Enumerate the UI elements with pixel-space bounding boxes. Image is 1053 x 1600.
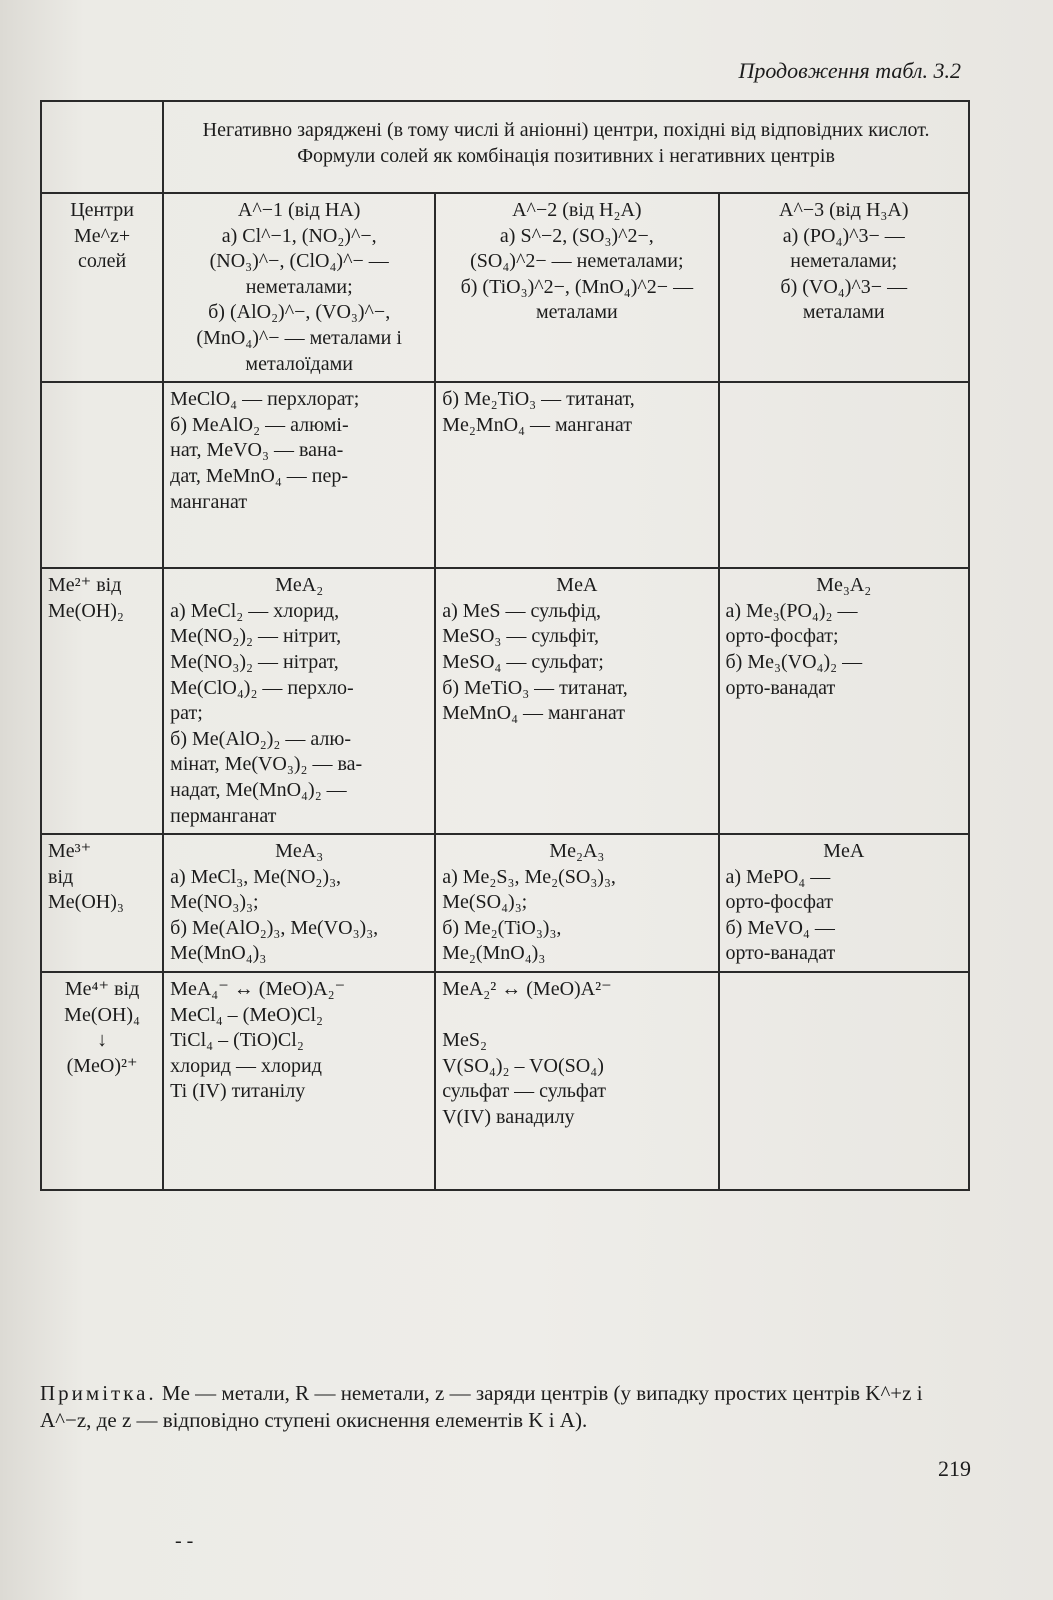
- table-note: [40, 1380, 972, 1435]
- cell-line: б) MeTiO₃ — титанат,: [442, 676, 628, 699]
- header-negative-centers: Негативно заряджені (в тому числі й аніонні) центри, похідні від відповідних кислот. Формули солей як комбінація позитивних і негативних центрів: [163, 101, 969, 193]
- table-row-me2: [41, 568, 969, 834]
- cell-line: Me(SO₄)₃;: [442, 891, 528, 914]
- cell-me2-a1: [163, 568, 435, 834]
- cell-line: (SO₄)^2− — неметалами;: [470, 250, 684, 273]
- cell-line: Me(ClO₄)₂ — перхло-: [170, 676, 354, 699]
- cell-line: A^−2 (від H₂A): [512, 199, 642, 221]
- cell-line: MeClO₄ — перхлорат;: [170, 388, 360, 411]
- cell-line: а) S^−2, (SO₃)^2−,: [499, 224, 654, 247]
- cell-line: б) Me(AlO₂)₃, Me(VO₃)₃,: [170, 916, 379, 939]
- cell-line: A^−3 (від H₃A): [779, 199, 909, 221]
- cell-line: а) MeS — сульфід,: [442, 599, 602, 622]
- note-text: Me — метали, R — неметали, z — заряди центрів (у випадку простих центрів K^+z і A^−z, де z — відповідно ступені окиснення елементів K і A).: [40, 1381, 923, 1433]
- cell-line: орто-ванадат: [725, 676, 836, 699]
- note-label: Примітка.: [40, 1381, 157, 1405]
- cell-line: Me(OH)₄: [64, 1003, 140, 1026]
- cell-line: а) Cl^−1, (NO₂)^−,: [221, 224, 377, 247]
- cell-line: [442, 1003, 711, 1029]
- cell-line: Центри: [70, 199, 134, 221]
- cell-me1-a2: [435, 382, 718, 568]
- cell-me1-a3: [719, 382, 970, 568]
- cell-line: (MeO)²⁺: [66, 1054, 138, 1077]
- page-number: 219: [938, 1456, 971, 1481]
- cell-line: MeA₂² ↔ (MeO)A²⁻: [442, 978, 612, 1001]
- cell-me1-center: [41, 382, 163, 568]
- cell-line: нат, MeVO₃ — вана-: [170, 439, 344, 462]
- cell-line: б) Me₃(VO₄)₂ —: [725, 650, 863, 673]
- cell-line: Me(NO₃)₂ — нітрат,: [170, 650, 339, 673]
- cell-line: а) MePO₄ —: [725, 865, 831, 888]
- cell-line: металами: [535, 301, 618, 324]
- salts-table: [40, 100, 970, 1191]
- cell-line: рат;: [170, 702, 203, 725]
- cell-line: мінат, Me(VO₃)₂ — ва-: [170, 753, 363, 776]
- cell-line: Me₂MnO₄ — манганат: [442, 413, 633, 436]
- cell-line: хлорид — хлорид: [170, 1054, 322, 1077]
- cell-line: перманганат: [170, 804, 277, 827]
- cell-centers: [41, 193, 163, 382]
- cell-line: V(IV) ванадилу: [442, 1106, 575, 1129]
- cell-line: MeA₃: [275, 840, 324, 863]
- cell-line: A^−1 (від HA): [237, 199, 361, 221]
- table-row-anions: [41, 193, 969, 382]
- cell-line: б) Me(AlO₂)₂ — алю-: [170, 727, 351, 750]
- cell-me2-center: [41, 568, 163, 834]
- cell-me3-center: [41, 834, 163, 972]
- cell-me3-a3: [719, 834, 970, 972]
- table-row-me1: [41, 382, 969, 568]
- cell-line: від: [48, 865, 74, 888]
- cell-me4-a1: [163, 972, 435, 1190]
- cell-me3-a1: [163, 834, 435, 972]
- cell-line: MeA₄⁻ ↔ (MeO)A₂⁻: [170, 978, 346, 1001]
- cell-anion-a2: [435, 193, 718, 382]
- cell-me4-a3: [719, 972, 970, 1190]
- cell-line: а) MeCl₂ — хлорид,: [170, 599, 340, 622]
- cell-line: MeA: [823, 840, 865, 863]
- cell-line: металоїдами: [245, 352, 353, 375]
- cell-line: (NO₃)^−, (ClO₄)^− —: [209, 250, 389, 273]
- cell-line: ↓: [97, 1029, 108, 1052]
- cell-line: Me(OH)₃: [48, 891, 124, 914]
- cell-line: MeA₂: [275, 574, 324, 597]
- cell-line: MeSO₄ — сульфат;: [442, 650, 604, 673]
- cell-line: орто-фосфат;: [725, 625, 839, 648]
- cell-line: MeCl₄ – (MeO)Cl₂: [170, 1003, 323, 1026]
- cell-line: а) Me₂S₃, Me₂(SO₃)₃,: [442, 865, 616, 888]
- cell-line: металами: [802, 301, 885, 324]
- cell-me2-a3: [719, 568, 970, 834]
- cell-line: солей: [77, 250, 127, 273]
- cell-line: а) Me₃(PO₄)₂ —: [725, 599, 858, 622]
- cell-line: орто-ванадат: [725, 942, 836, 965]
- cell-anion-a3: [719, 193, 970, 382]
- bottom-mark: - -: [175, 1530, 194, 1552]
- cell-line: (MnO₄)^− — металами і: [196, 326, 402, 349]
- cell-line: б) (VO₄)^3− —: [780, 275, 908, 298]
- cell-line: Me₂A₃: [549, 840, 605, 863]
- cell-line: Me₃A₂: [816, 574, 872, 597]
- table-row-me3: [41, 834, 969, 972]
- cell-line: орто-фосфат: [725, 891, 834, 914]
- cell-line: Ti (IV) титанілу: [170, 1080, 306, 1103]
- cell-line: Me²⁺ від: [48, 574, 122, 597]
- cell-line: Me(OH)₂: [48, 599, 124, 622]
- cell-line: MeS₂: [442, 1029, 487, 1052]
- cell-me2-a2: [435, 568, 718, 834]
- table-continuation-caption: Продовження табл. 3.2: [738, 58, 961, 83]
- cell-line: Me(MnO₄)₃: [170, 942, 267, 965]
- cell-me4-center: [41, 972, 163, 1190]
- cell-line: б) (TiO₃)^2−, (MnO₄)^2− —: [460, 275, 694, 298]
- cell-line: б) Me₂(TiO₃)₃,: [442, 916, 562, 939]
- cell-line: сульфат — сульфат: [442, 1080, 606, 1103]
- cell-line: манганат: [170, 490, 248, 513]
- cell-line: Me₂(MnO₄)₃: [442, 942, 546, 965]
- header-empty-cell: [41, 101, 163, 193]
- cell-line: Me(NO₃)₃;: [170, 891, 259, 914]
- table-header-row: [41, 101, 969, 193]
- cell-line: Me⁴⁺ від: [64, 978, 140, 1001]
- cell-anion-a1: [163, 193, 435, 382]
- cell-line: MeSO₃ — сульфіт,: [442, 625, 599, 648]
- cell-me1-a1: [163, 382, 435, 568]
- cell-line: MeA: [556, 574, 598, 597]
- cell-line: б) Me₂TiO₃ — титанат,: [442, 388, 635, 411]
- cell-line: надат, Me(MnO₄)₂ —: [170, 778, 347, 801]
- cell-line: Me^z+: [73, 224, 131, 247]
- cell-line: а) MeCl₃, Me(NO₂)₃,: [170, 865, 342, 888]
- cell-line: Me(NO₂)₂ — нітрит,: [170, 625, 342, 648]
- cell-line: MeMnO₄ — манганат: [442, 702, 626, 725]
- cell-line: Me³⁺: [48, 840, 92, 863]
- cell-line: б) (AlO₂)^−, (VO₃)^−,: [208, 301, 391, 324]
- cell-line: б) MeVO₄ —: [725, 916, 835, 939]
- table-row-me4: [41, 972, 969, 1190]
- cell-line: неметалами;: [245, 275, 353, 298]
- cell-line: дат, MeMnO₄ — пер-: [170, 464, 349, 487]
- cell-line: V(SO₄)₂ – VO(SO₄): [442, 1054, 604, 1077]
- cell-line: неметалами;: [790, 250, 898, 273]
- cell-line: TiCl₄ – (TiO)Cl₂: [170, 1029, 304, 1052]
- cell-me4-a2: [435, 972, 718, 1190]
- cell-line: а) (PO₄)^3− —: [782, 224, 905, 247]
- cell-me3-a2: [435, 834, 718, 972]
- cell-line: б) MeAlO₂ — алюмі-: [170, 413, 349, 436]
